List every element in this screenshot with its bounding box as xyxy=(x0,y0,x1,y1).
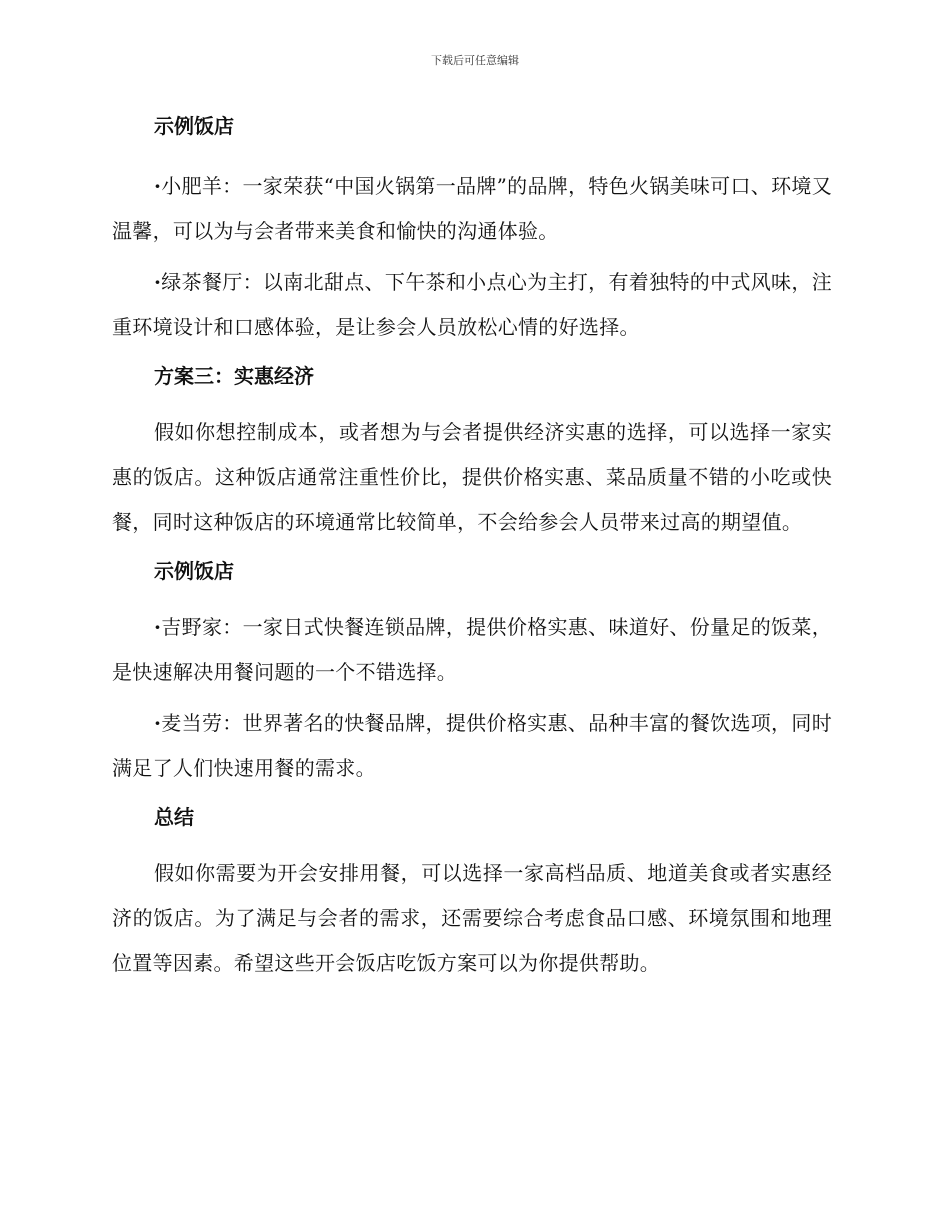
bullet-paragraph xyxy=(112,260,832,350)
bullet-marker: · xyxy=(154,270,162,294)
document-body xyxy=(112,110,832,992)
bullet-paragraph xyxy=(112,701,832,791)
bullet-marker: · xyxy=(154,174,162,198)
section-heading-plan-three: 方案三：实惠经济 xyxy=(154,364,314,388)
section-heading-example-restaurants-2: 示例饭店 xyxy=(154,559,234,583)
body-paragraph: 假如你需要为开会安排用餐，可以选择一家高档品质、地道美食或者实惠经济的饭店。为了满足与会者的需求，还需要综合考虑食品口感、环境氛围和地理位置等因素。希望这些开会饭店吃饭方案可以为你提供帮助。 xyxy=(112,861,832,975)
bullet-text: 吉野家：一家日式快餐连锁品牌，提供价格实惠、味道好、份量足的饭菜，是快速解决用餐问题的一个不错选择。 xyxy=(112,615,832,684)
bullet-text: 小肥羊：一家荣获“中国火锅第一品牌”的品牌，特色火锅美味可口、环境又温馨，可以为与会者带来美食和愉快的沟通体验。 xyxy=(112,174,832,243)
bullet-paragraph xyxy=(112,605,832,695)
section-heading-example-restaurants-1: 示例饭店 xyxy=(154,114,234,138)
section-heading-summary: 总结 xyxy=(154,805,194,829)
body-paragraph: 假如你想控制成本，或者想为与会者提供经济实惠的选择，可以选择一家实惠的饭店。这种饭店通常注重性价比，提供价格实惠、菜品质量不错的小吃或快餐，同时这种饭店的环境通常比较简单，不会给参会人员带来过高的期望值。 xyxy=(112,420,832,534)
page-header: 下载后可任意编辑 xyxy=(431,54,519,67)
bullet-marker: · xyxy=(154,615,162,639)
bullet-text: 麦当劳：世界著名的快餐品牌，提供价格实惠、品种丰富的餐饮选项，同时满足了人们快速用餐的需求。 xyxy=(112,711,832,780)
bullet-paragraph xyxy=(112,164,832,254)
bullet-text: 绿茶餐厅：以南北甜点、下午茶和小点心为主打，有着独特的中式风味，注重环境设计和口感体验，是让参会人员放松心情的好选择。 xyxy=(112,270,832,339)
bullet-marker: · xyxy=(154,711,162,735)
